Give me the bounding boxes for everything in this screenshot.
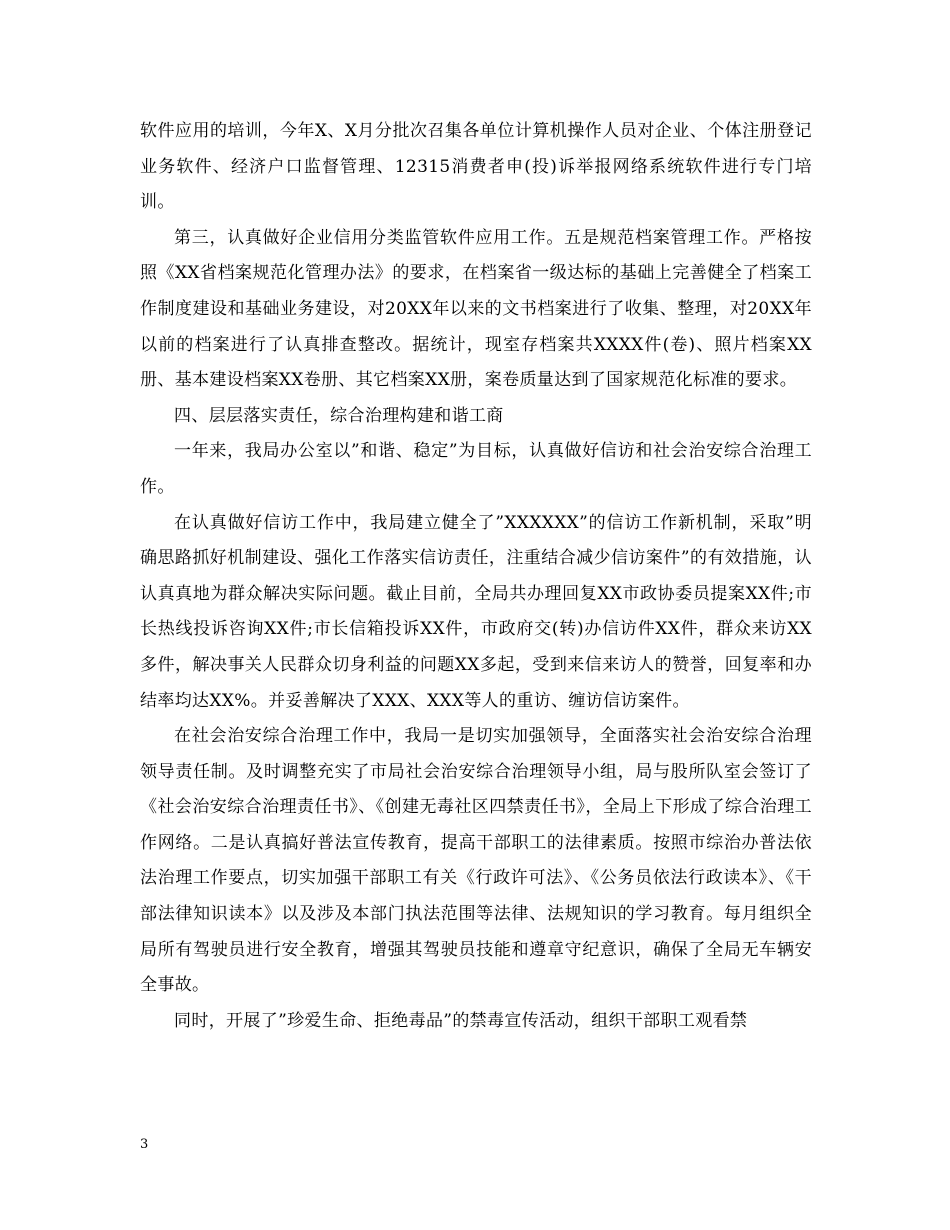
paragraph-line: 《公务员依法行政读本》、《干部法律知识读本》以及涉及本部门执法范围等法律、 xyxy=(140,868,812,925)
body-paragraph xyxy=(140,221,812,399)
paragraph-line: 治理工作。 xyxy=(140,441,812,497)
paragraph-line: 法规知识的学习教育。每月组织全局所有驾驶员进行安全教育，增强其驾驶员技能 xyxy=(140,904,812,960)
paragraph-line: 治理领导责任制。及时调整充实了市局社会治安综合治理领导小组，局与股所队室 xyxy=(140,726,812,782)
paragraph-line: 行专门培训。 xyxy=(140,156,812,213)
paragraph-line: 取”明确思路抓好机制建设、强化工作落实信访责任，注重结合减少信访案件”的 xyxy=(140,512,812,569)
paragraph-line: 全了档案工作制度建设和基础业务建设，对20XX年以来的文书档案进行了收集、 xyxy=(140,263,813,319)
paragraph-line: 第三，认真做好企业信用分类监管软件应用工作。五是规范档案管理工作。严 xyxy=(174,227,777,248)
body-paragraph xyxy=(140,1004,812,1040)
paragraph-line: 格按照《XX省档案规范化管理办法》的要求，在档案省一级达标的基础上完善健 xyxy=(140,227,812,284)
paragraph-line: 按照市综治办普法依法治理工作要点，切实加强干部职工有关《行政许可法》、 xyxy=(140,832,812,889)
paragraph-line: 在社会治安综合治理工作中，我局一是切实加强领导，全面落实社会治安综合 xyxy=(174,726,777,747)
page-number: 3 xyxy=(140,1137,149,1152)
paragraph-line: 四、层层落实责任，综合治理构建和谐工商 xyxy=(174,405,504,426)
paragraph-line: 在认真做好信访工作中，我局建立健全了”XXXXXX”的信访工作新机制，采 xyxy=(174,512,768,533)
body-paragraph xyxy=(140,114,812,221)
paragraph-line: 整理，对20XX年以前的档案进行了认真排查整改。据统计，现室存档案共XXXX件 xyxy=(140,298,812,355)
paragraph-line: (卷)、照片档案XX册、基本建设档案XX卷册、其它档案XX册，案卷质量达到了 xyxy=(140,334,812,391)
paragraph-line: 和遵章守纪意识，确保了全局无车辆安全事故。 xyxy=(140,939,812,996)
paragraph-line: 形成了综合治理工作网络。二是认真搞好普法宣传教育，提高干部职工的法律素质。 xyxy=(140,797,812,853)
paragraph-line: 重访、缠访信访案件。 xyxy=(516,690,690,711)
paragraph-line: 到来信来访人的赞誉，回复率和办结率均达XX%。并妥善解决了XXX、XXX等人的 xyxy=(140,654,813,711)
paragraph-line: 同时，开展了”珍爱生命、拒绝毒品”的禁毒宣传活动，组织干部职工观看禁 xyxy=(174,1010,748,1031)
paragraph-line: 信访件XX件，群众来访XX多件，解决事关人民群众切身利益的问题XX多起，受 xyxy=(140,619,812,675)
body-paragraph xyxy=(140,399,812,435)
body-paragraph xyxy=(140,506,812,720)
paragraph-line: 国家规范化标准的要求。 xyxy=(606,370,798,391)
document-body xyxy=(140,114,812,1039)
paragraph-line: 协委员提案XX件;市长热线投诉咨询XX件;市长信箱投诉XX件，市政府交(转)办 xyxy=(140,583,812,640)
paragraph-line: 有效措施，认认真真地为群众解决实际问题。截止目前，全局共办理回复XX市政 xyxy=(140,548,812,604)
paragraph-line: 一年来，我局办公室以”和谐、稳定”为目标，认真做好信访和社会治安综合 xyxy=(174,441,760,462)
paragraph-line: 会签订了《社会治安综合治理责任书》、《创建无毒社区四禁责任书》，全局上下 xyxy=(140,761,812,818)
paragraph-line: 册登记业务软件、经济户口监督管理、12315消费者申(投)诉举报网络系统软件进 xyxy=(140,121,812,177)
body-paragraph xyxy=(140,719,812,1004)
paragraph-line: 软件应用的培训，今年X、X月分批次召集各单位计算机操作人员对企业、个体注 xyxy=(140,121,760,141)
body-paragraph xyxy=(140,434,812,505)
